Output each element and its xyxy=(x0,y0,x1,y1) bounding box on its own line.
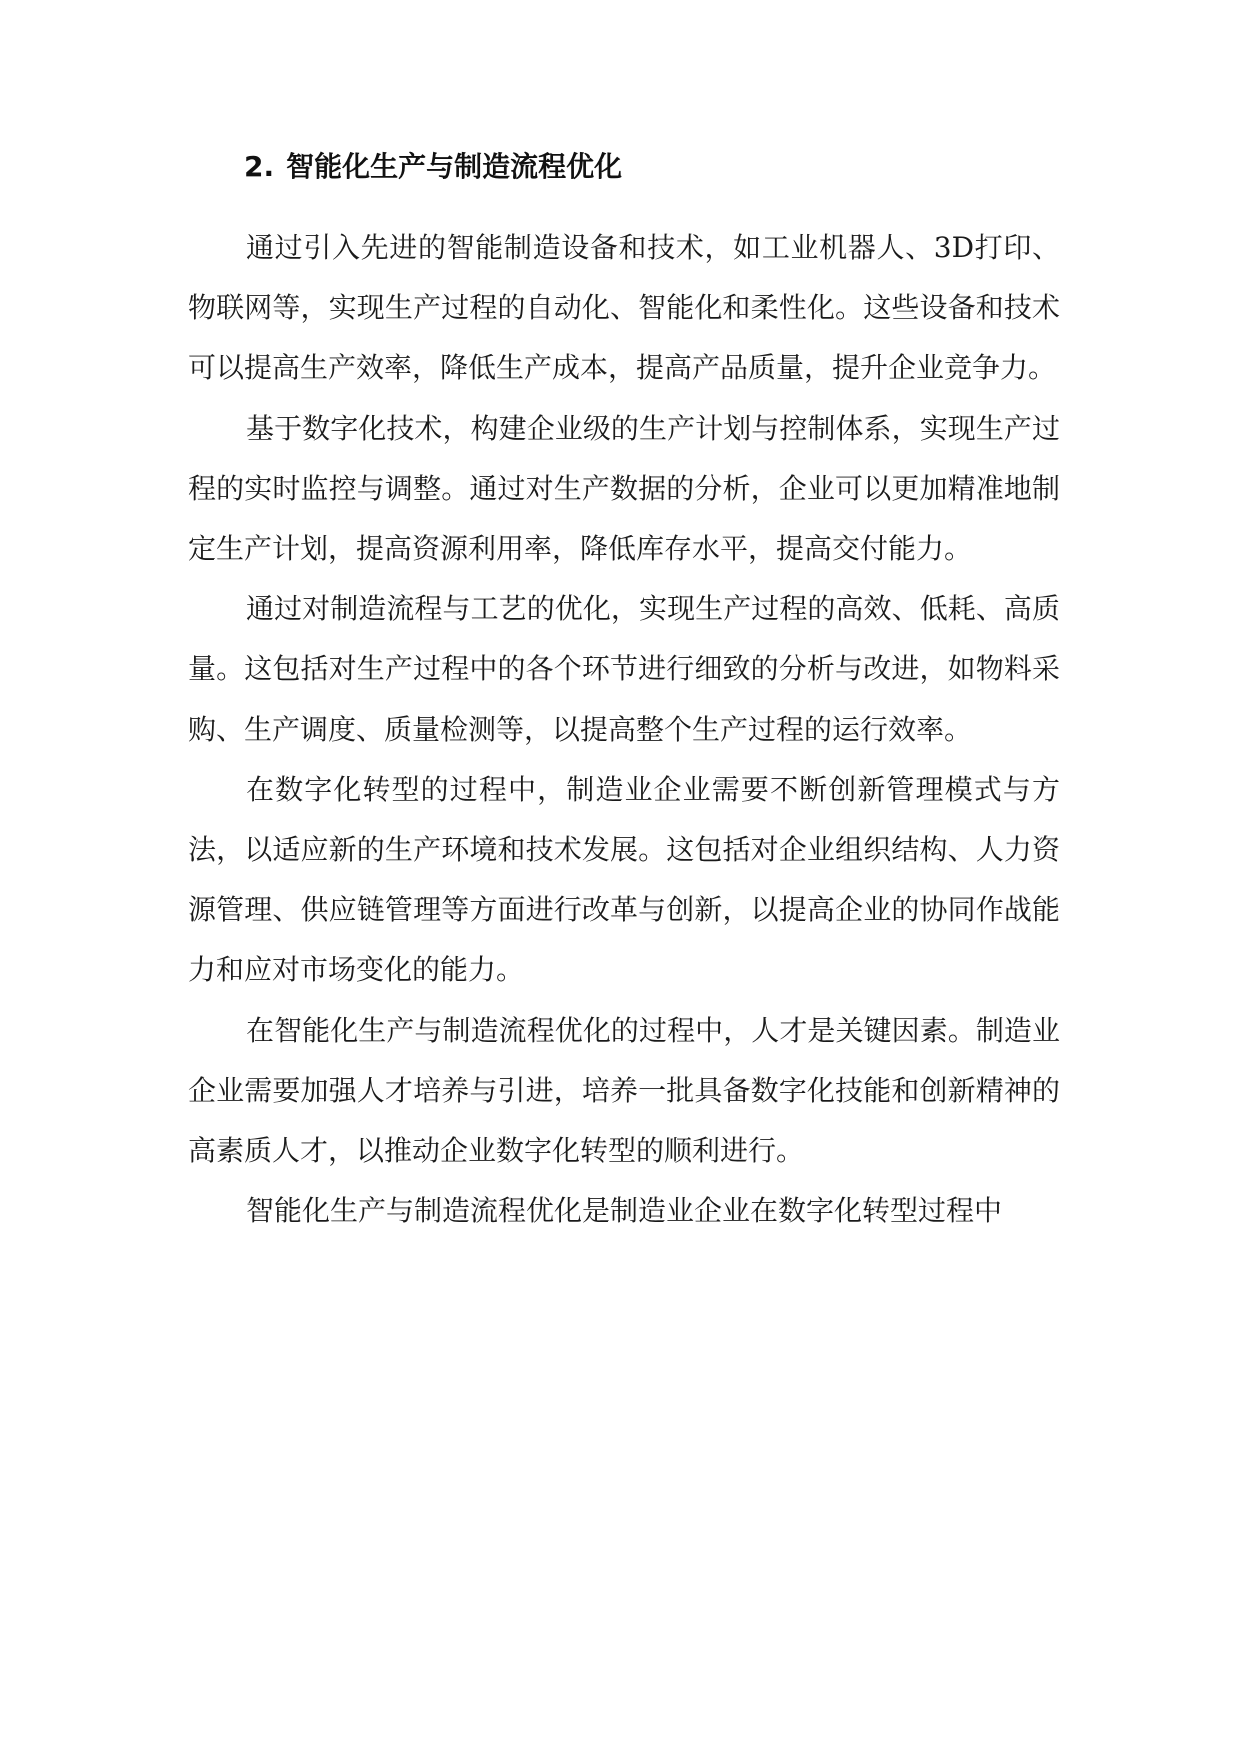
paragraph: 在数字化转型的过程中，制造业企业需要不断创新管理模式与方法，以适应新的生产环境和技术发展。这包括对企业组织结构、人力资源管理、供应链管理等方面进行改革与创新，以提高企业的协同作战能力和应对市场变化的能力。 xyxy=(188,772,1060,987)
paragraph: 智能化生产与制造流程优化是制造业企业在数字化转型过程中 xyxy=(246,1194,1003,1228)
section-number: 2. xyxy=(244,150,275,183)
paragraph: 基于数字化技术，构建企业级的生产计划与控制体系，实现生产过程的实时监控与调整。通过对生产数据的分析，企业可以更加精准地制定生产计划，提高资源利用率，降低库存水平，提高交付能力。 xyxy=(188,411,1060,566)
paragraph: 在智能化生产与制造流程优化的过程中，人才是关键因素。制造业企业需要加强人才培养与引进，培养一批具备数字化技能和创新精神的高素质人才，以推动企业数字化转型的顺利进行。 xyxy=(188,1013,1060,1168)
paragraph: 通过引入先进的智能制造设备和技术，如工业机器人、3D打印、物联网等，实现生产过程的自动化、智能化和柔性化。这些设备和技术可以提高生产效率，降低生产成本，提高产品质量，提升企业竞争力。 xyxy=(188,231,1060,385)
paragraph: 通过对制造流程与工艺的优化，实现生产过程的高效、低耗、高质量。这包括对生产过程中的各个环节进行细致的分析与改进，如物料采购、生产调度、质量检测等，以提高整个生产过程的运行效率。 xyxy=(188,592,1060,746)
body-text xyxy=(188,218,1060,1241)
section-heading xyxy=(244,145,622,189)
section-title: 智能化生产与制造流程优化 xyxy=(286,150,623,183)
